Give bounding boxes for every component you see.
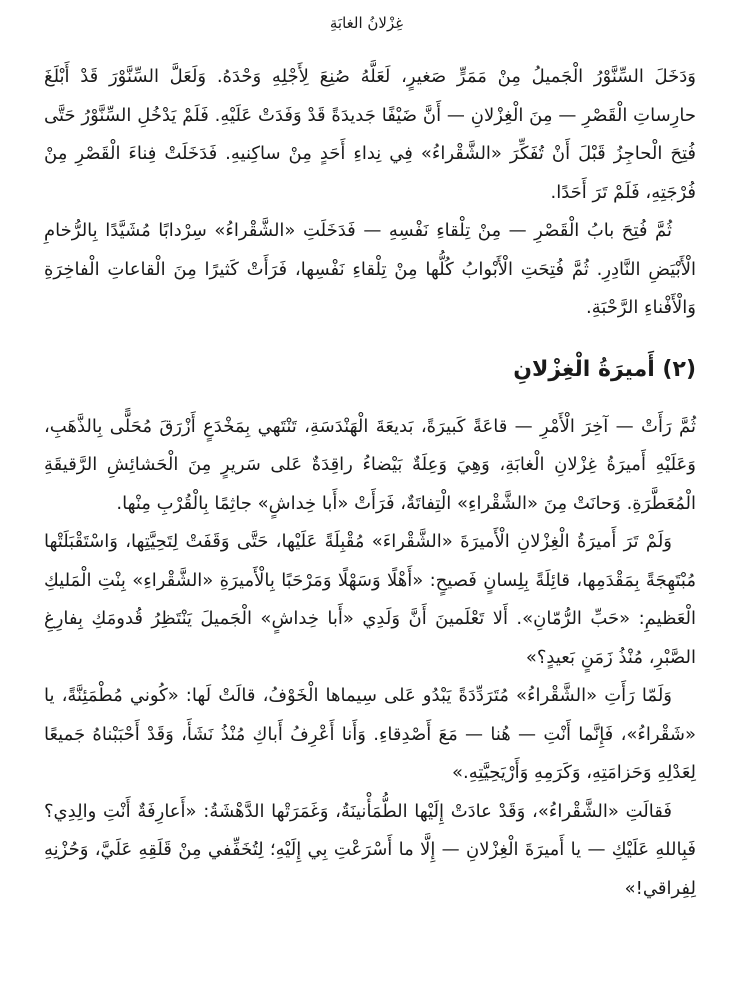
section-title: (٢) أَميرَةُ الْغِزْلانِ bbox=[513, 356, 696, 382]
paragraph: وَلَمّا رَأَتِ «الشَّقْراءُ» مُتَرَدِّدَةً يَبْدُو عَلى سِيماها الْخَوْفُ، قالَتْ لَها: «كُوني مُطْمَئِنَّةً، يا «شَقْراءُ»، فَإِنَّما أَنْتِ — هُنا — مَعَ أَصْدِقاءِ. وَأَنا أَعْرِفُ أَباكِ مُنْذُ نَشَأَ، وَقَدْ أَحْبَبْناهُ جَميعًا لِعَدْلِهِ وَحَزامَتِهِ، وَكَرَمِهِ وَأَرْيَحِيَّتِهِ.» bbox=[44, 685, 696, 783]
paragraph: ثُمَّ فُتِحَ بابُ الْقَصْرِ — مِنْ تِلْقاءِ نَفْسِهِ — فَدَخَلَتِ «الشَّقْراءُ» سِرْدابًا مُشَيَّدًا بِالرُّخامِ الْأَبْيَضِ النَّادِرِ. ثُمَّ فُتِحَتِ الْأَبْوابُ كُلُّها مِنْ تِلْقاءِ نَفْسِها، فَرَأَتْ كَثيرًا مِنَ الْقاعاتِ الْفاخِرَةِ وَالْأَفْناءِ الرَّحْبَةِ. bbox=[44, 220, 696, 318]
paragraph: ثُمَّ رَأَتْ — آخِرَ الْأَمْرِ — قاعَةً كَبيرَةً، بَديعَةَ الْهَنْدَسَةِ، تَنْتَهي بِمَخْدَعٍ أَزْرَقَ مُحَلًّى بِالذَّهَبِ، وَعَلَيْهِ أَميرَةُ غِزْلانِ الْغابَةِ، وَهِيَ وَعِلَةٌ بَيْضاءُ راقِدَةٌ عَلى سَريرٍ مِنَ الْحَشائِشِ الرَّقيقَةِ الْمُعَطَّرَةِ. وَحانَتْ مِنَ «الشَّقْراءِ» الْتِفاتَةٌ، فَرَأَتْ «أَبا خِداشٍ» جاثِمًا بِالْقُرْبِ مِنْها. bbox=[44, 415, 696, 514]
body-text bbox=[44, 58, 696, 908]
paragraph: وَلَمْ تَرَ أَميرَةُ الْغِزْلانِ الْأَميرَةَ «الشَّقْراءَ» مُقْبِلَةً عَلَيْها، حَتَّى وَقَفَتْ لِتَحِيَّتِها، وَاسْتَقْبَلَتْها مُبْتَهِجَةً بِمَقْدَمِها، قائِلَةً بِلِسانٍ فَصيحٍ: «أَهْلًا وَسَهْلًا وَمَرْحَبًا بِالْأَميرَةِ «الشَّقْراءِ» بِنْتِ الْمَليكِ الْعَظيمِ: «حَبِّ الرُّمّانِ». أَلا تَعْلَمينَ أَنَّ وَلَدِي «أَبا خِداشٍ» الْجَميلَ يَنْتَظِرُ قُدومَكِ بِفارِغِ الصَّبْرِ، مُنْذُ زَمَنٍ بَعيدٍ؟» bbox=[44, 531, 696, 668]
paragraph: وَدَخَلَ السِّنَّوْرُ الْجَميلُ مِنْ مَمَرٍّ صَغيرٍ، لَعَلَّهُ صُنِعَ لِأَجْلِهِ وَحْدَهُ. وَلَعَلَّ السِّنَّوْرَ قَدْ أَبْلَغَ حارِساتِ الْقَصْرِ — مِنَ الْغِزْلانِ — أَنَّ ضَيْفًا جَديدَةً قَدْ وَفَدَتْ عَلَيْهِ. فَلَمْ يَدْخُلِ السِّنَّوْرُ حَتَّى فُتِحَ الْحاجِزُ قَبْلَ أَنْ تُفَكِّرَ «الشَّقْراءُ» فِي نِداءِ أَحَدٍ مِنْ ساكِنيهِ. فَدَخَلَتْ فِناءَ الْقَصْرِ مِنْ فُرْجَتِهِ، فَلَمْ تَرَ أَحَدًا. bbox=[44, 66, 696, 203]
paragraph: فَقالَتِ «الشَّقْراءُ»، وَقَدْ عادَتْ إِلَيْها الطُّمَأْنينَةُ، وَغَمَرَتْها الدَّهْشَةُ: «أَعارِفَةٌ أَنْتِ والِدِي؟ فَبِاللهِ عَلَيْكِ — يا أَميرَةَ الْغِزْلانِ — إِلَّا ما أَسْرَعْتِ بِي إِلَيْهِ؛ لِتُخَفِّفي مِنْ قَلَقِهِ عَلَيَّ، وَحُزْنِهِ لِفِراقي!» bbox=[44, 800, 696, 899]
running-header: غِزْلانُ الغابَةِ bbox=[329, 14, 404, 32]
